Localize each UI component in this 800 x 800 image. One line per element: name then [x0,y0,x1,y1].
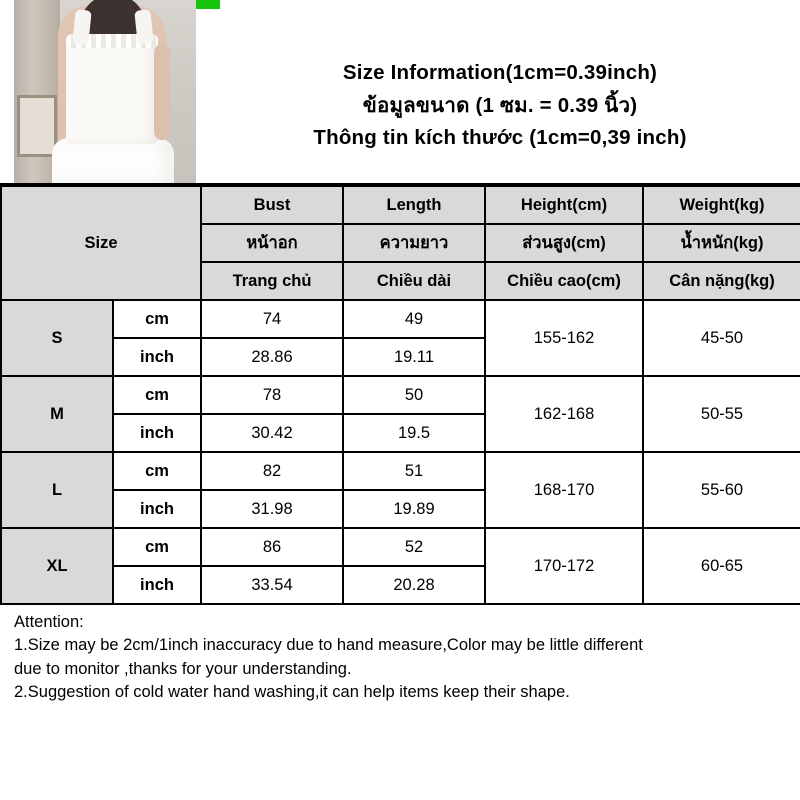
title-english: Size Information(1cm=0.39inch) [342,61,658,85]
header-bust-th: หน้าอก [201,224,343,262]
header-section [0,0,800,185]
row-xl-bust-cm: 86 [201,528,343,566]
row-l-weight: 55-60 [643,452,800,528]
row-l-length-cm: 51 [343,452,485,490]
row-xl-length-inch: 20.28 [343,566,485,604]
table-row [1,300,800,338]
size-table [0,185,800,605]
row-size-xl: XL [1,528,113,604]
row-xl-unit-cm: cm [113,528,201,566]
title-block [200,0,800,183]
row-m-unit-inch: inch [113,414,201,452]
row-xl-bust-inch: 33.54 [201,566,343,604]
header-height-vi: Chiều cao(cm) [485,262,643,300]
garment-skirt [52,138,174,183]
row-s-unit-inch: inch [113,338,201,376]
header-bust-vi: Trang chủ [201,262,343,300]
header-length-th: ความยาว [343,224,485,262]
row-xl-length-cm: 52 [343,528,485,566]
attention-line-3: 2.Suggestion of cold water hand washing,it can help items keep their shape. [14,682,570,701]
row-l-length-inch: 19.89 [343,490,485,528]
garment-strap-right [134,9,153,44]
row-s-bust-cm: 74 [201,300,343,338]
header-height-th: ส่วนสูง(cm) [485,224,643,262]
header-bust-en: Bust [201,186,343,224]
header-height-en: Height(cm) [485,186,643,224]
row-l-bust-cm: 82 [201,452,343,490]
row-m-weight: 50-55 [643,376,800,452]
table-row [1,376,800,414]
row-l-unit-inch: inch [113,490,201,528]
row-s-bust-inch: 28.86 [201,338,343,376]
row-m-length-cm: 50 [343,376,485,414]
header-weight-th: น้ำหนัก(kg) [643,224,800,262]
row-m-bust-inch: 30.42 [201,414,343,452]
garment-top [66,36,158,144]
row-l-bust-inch: 31.98 [201,490,343,528]
header-length-vi: Chiều dài [343,262,485,300]
row-size-m: M [1,376,113,452]
table-header-row-en [1,186,800,224]
row-l-height: 168-170 [485,452,643,528]
row-s-weight: 45-50 [643,300,800,376]
row-xl-unit-inch: inch [113,566,201,604]
row-l-unit-cm: cm [113,452,201,490]
row-size-l: L [1,452,113,528]
table-row [1,452,800,490]
row-size-s: S [1,300,113,376]
row-xl-weight: 60-65 [643,528,800,604]
title-vietnamese: Thông tin kích thước (1cm=0,39 inch) [313,126,687,150]
row-m-unit-cm: cm [113,376,201,414]
attention-section [0,605,800,703]
row-s-height: 155-162 [485,300,643,376]
attention-line-1: 1.Size may be 2cm/1inch inaccuracy due to hand measure,Color may be little different [14,636,643,655]
attention-line-2: due to monitor ,thanks for your understanding. [14,659,352,678]
row-m-bust-cm: 78 [201,376,343,414]
row-xl-height: 170-172 [485,528,643,604]
header-length-en: Length [343,186,485,224]
row-s-length-inch: 19.11 [343,338,485,376]
row-m-height: 162-168 [485,376,643,452]
row-s-length-cm: 49 [343,300,485,338]
photo-picture-frame [17,95,57,157]
header-weight-vi: Cân nặng(kg) [643,262,800,300]
title-thai: ข้อมูลขนาด (1 ซม. = 0.39 นิ้ว) [362,93,638,117]
header-size-label: Size [1,186,201,300]
table-row [1,528,800,566]
header-weight-en: Weight(kg) [643,186,800,224]
row-s-unit-cm: cm [113,300,201,338]
row-m-length-inch: 19.5 [343,414,485,452]
attention-heading: Attention: [14,613,84,631]
product-photo [14,0,196,183]
model-arm [154,44,170,140]
